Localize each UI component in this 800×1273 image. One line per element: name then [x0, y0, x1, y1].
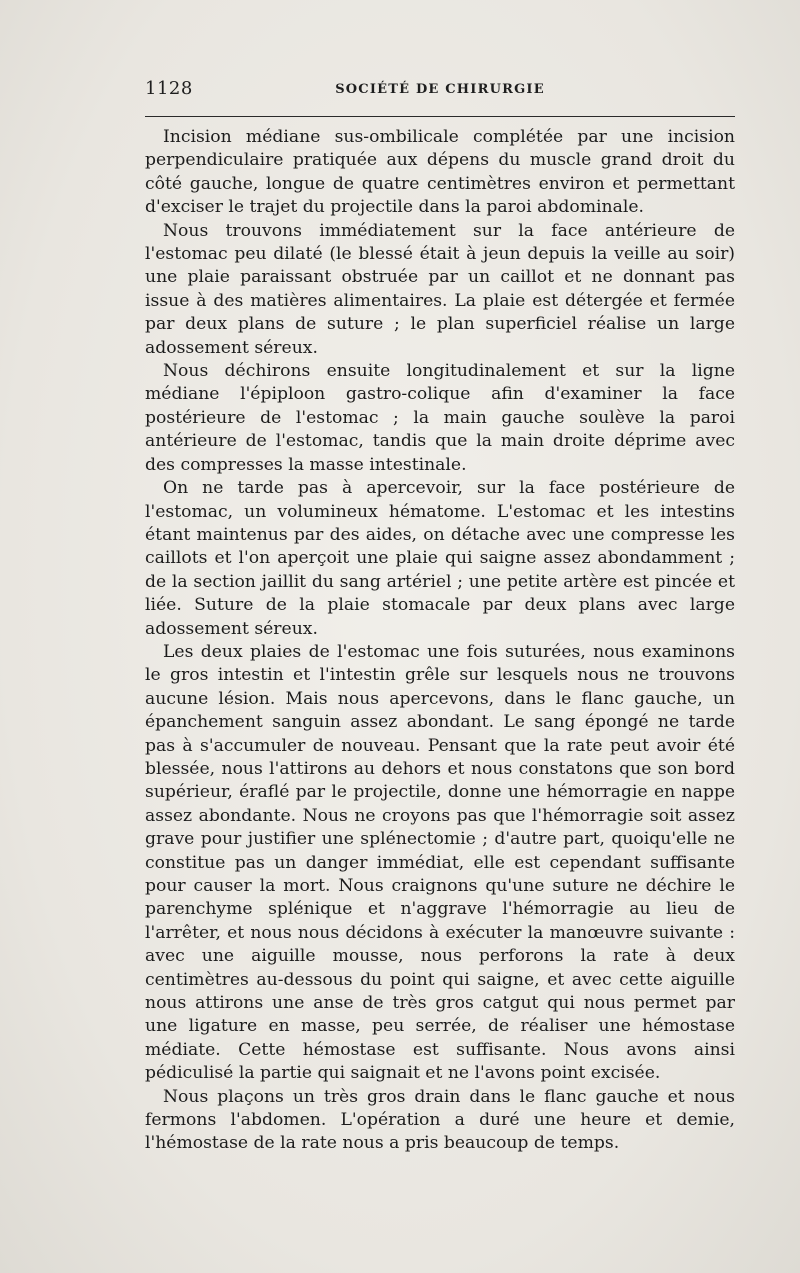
page-number: 1128	[145, 78, 193, 99]
running-head: SOCIÉTÉ DE CHIRURGIE	[335, 82, 545, 97]
paragraph-epiploon: Nous déchirons ensuite longitudinalement et sur la ligne médiane l'épiploon gastro-colique afin d'examiner la face postérieure de l'estomac ; la main gauche soulève la paroi antérieure de l'estomac, tandis que la main droite déprime avec des compresses la masse intestinale.	[145, 361, 735, 475]
paragraph-incision: Incision médiane sus-ombilicale complétée par une incision perpendiculaire pratiquée aux dépens du muscle grand droit du côté gauche, longue de quatre centimètres environ et permettant d'exciser le trajet du projectile dans la paroi abdominale.	[145, 127, 735, 218]
header-rule	[145, 116, 735, 117]
paragraph-closure: Nous plaçons un très gros drain dans le flanc gauche et nous fermons l'abdomen. L'opération a duré une heure et demie, l'hémostase de la rate nous a pris beaucoup de temps.	[145, 1086, 735, 1154]
paragraph-spleen: Les deux plaies de l'estomac une fois suturées, nous examinons le gros intestin et l'intestin grêle sur lesquels nous ne trouvons aucune lésion. Mais nous apercevons, dans le flanc gauche, un épanchement sanguin assez abondant. Le sang épongé ne tarde pas à s'accumuler de nouveau. Pensant que la rate peut avoir été blessée, nous l'attirons au dehors et nous constatons que son bord supérieur, éraflé par le projectile, donne une hémorragie en nappe assez abondante. Nous ne croyons pas que l'hémorragie soit assez grave pour justifier une splénectomie ; d'autre part, quoiqu'elle ne constitue pas un danger immédiat, elle est cependant suffisante pour causer la mort. Nous craignons qu'une suture ne déchire le parenchyme splénique et n'aggrave l'hémorragie au lieu de l'arrêter, et nous nous décidons à exécuter la manœuvre suivante : avec une aiguille mousse, nous perforons la rate à deux centimètres au-dessous du point qui saigne, et avec cette aiguille nous attirons une anse de très gros catgut qui nous permet par une ligature en masse, peu serrée, de réaliser une hémostase médiate. Cette hémostase est suffisante. Nous avons ainsi pédiculisé la partie qui saignait et ne l'avons point excisée.	[145, 641, 735, 1084]
page-header	[145, 74, 735, 104]
body-text	[145, 126, 735, 1156]
paragraph-hematoma: On ne tarde pas à apercevoir, sur la face postérieure de l'estomac, un volumineux hématome. L'estomac et les intestins étant maintenus par des aides, on détache avec une compresse les caillots et l'on aperçoit une plaie qui saigne assez abondamment ; de la section jaillit du sang artériel ; une petite artère est pincée et liée. Suture de la plaie stomacale par deux plans avec large adossement séreux.	[145, 478, 735, 639]
paragraph-anterior-wound: Nous trouvons immédiatement sur la face antérieure de l'estomac peu dilaté (le blessé était à jeun depuis la veille au soir) une plaie paraissant obstruée par un caillot et ne donnant pas issue à des matières alimentaires. La plaie est détergée et fermée par deux plans de suture ; le plan superficiel réalise un large adossement séreux.	[145, 220, 735, 358]
